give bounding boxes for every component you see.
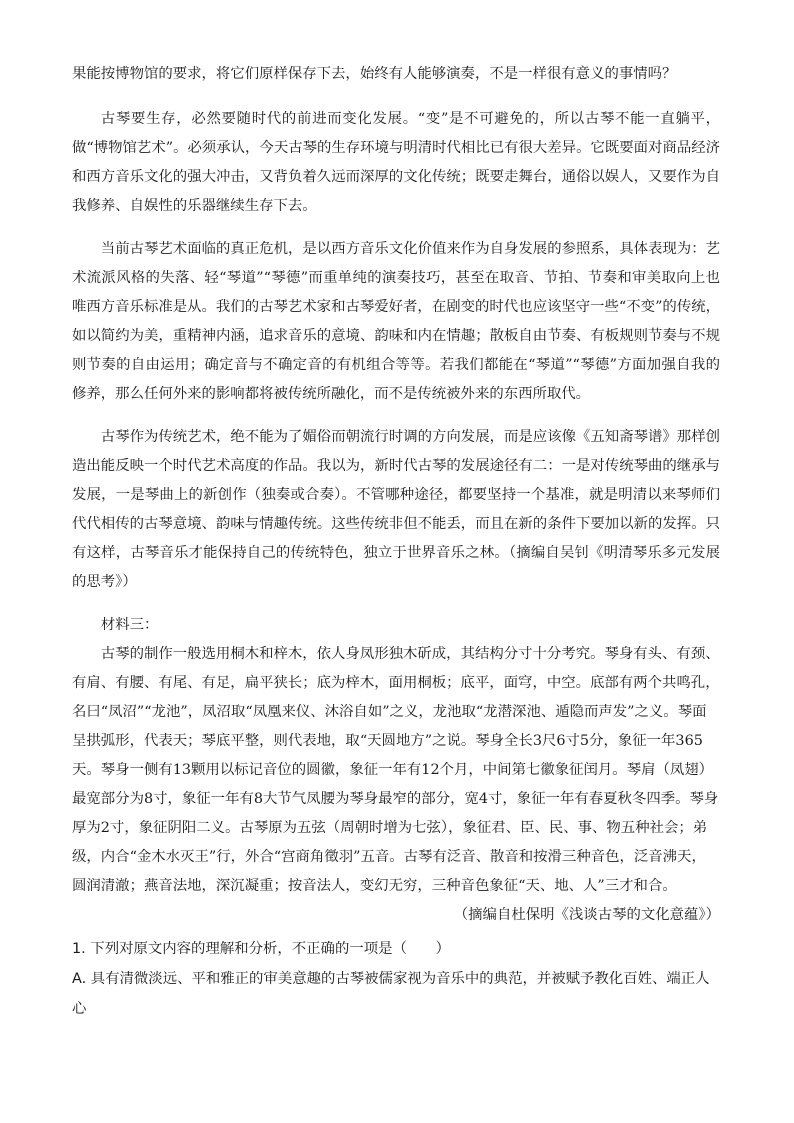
paragraph-change: 古琴要生存，必然要随时代的前进而变化发展。“变”是不可避免的，所以古琴不能一直躺平，做“博物馆艺术”。必须承认，今天古琴的生存环境与明清时代相比已有很大差异。它既要面对商品经济和西方音乐文化的强大冲击，又背负着久远而深厚的文化传统；既要走舞台，通俗以娱人，又要作为自我修养、自娱性的乐器继续生存下去。 xyxy=(72,111,720,214)
material-text: 古琴的制作一般选用桐木和梓木，依人身凤形独木斫成，其结构分寸十分考究。琴身有头、有颈、有肩、有腰、有尾、有足，扁平狭长；底为梓木，面用桐板；底平，面穹，中空。底部有两个共鸣孔，名曰“凤沼”“龙池”，凤沼取“凤凰来仪、沐浴自如”之义，龙池取“龙潜深池、遁隐而声发”之义。琴面呈拱弧形，代表天；琴底平整，则代表地，取“天圆地方”之说。琴身全长3尺6寸5分，象征一年365天。琴身一侧有13颗用以标记音位的圆徽，象征一年有12个月，中间第七徽象征闰月。琴肩（凤翅）最宽部分为8寸，象征一年有8大节气凤腰为琴身最窄的部分，宽4寸，象征一年有春夏秋冬四季。琴身厚为2寸，象征阴阳二义。古琴原为五弦（周朝时增为七弦），象征君、臣、民、事、物五种社会；弟级，内合“金木水灭王”行，外合“宫商角徵羽”五音。古琴有泛音、散音和按滑三种音色，泛音沸天，圆润清澈；燕音法地，深沉凝重；按音法人，变幻无穷，三种音色象征“天、地、人”三才和合。 xyxy=(72,646,720,894)
question-stem: 1. 下列对原文内容的理解和分析，不正确的一项是（ ） xyxy=(72,941,451,957)
option-a: A. 具有清微淡远、平和雅正的审美意趣的古琴被儒家视为音乐中的典范，并被赋予教化百姓、端正人心 xyxy=(72,971,710,1017)
document-page xyxy=(72,60,720,1024)
material-source: （摘编自杜保明《浅谈古琴的文化意蕴》） xyxy=(453,907,720,923)
paragraph-development: 古琴作为传统艺术，绝不能为了媚俗而朝流行时调的方向发展，而是应该像《五知斋琴谱》那样创造出能反映一个时代艺术高度的作品。我以为，新时代古琴的发展途径有二：一是对传统琴曲的继承与发展，一是琴曲上的新创作（独奏或合奏）。不管哪种途径，都要坚持一个基准，就是明清以来琴师们代代相传的古琴意境、韵味与情趣传统。这些传统非但不能丢，而且在新的条件下要加以新的发挥。只有这样，古琴音乐才能保持自己的传统特色，独立于世界音乐之林。（摘编自吴钊《明清琴乐多元发展的思考》） xyxy=(72,429,720,590)
paragraph-continuation: 果能按博物馆的要求，将它们原样保存下去，始终有人能够演奏，不是一样很有意义的事情吗？ xyxy=(72,66,677,82)
paragraph-crisis: 当前古琴艺术面临的真正危机，是以西方音乐文化价值来作为自身发展的参照系，具体表现为：艺术流派风格的失落、轻“琴道”“琴德”而重单纯的演奏技巧，甚至在取音、节拍、节奏和审美取向上也唯西方音乐标准是从。我们的古琴艺术家和古琴爱好者，在剧变的时代也应该坚守一些“不变”的传统，如以简约为美，重精神内涵，追求音乐的意境、韵味和内在情趣；散板自由节奏、有板规则节奏与不规则节奏的自由运用；确定音与不确定音的有机组合等等。若我们都能在“琴道”“琴德”方面加强自我的修养，那么任何外来的影响都将被传统所融化，而不是传统被外来的东西所取代。 xyxy=(72,241,720,402)
material-label: 材料三： xyxy=(100,617,159,633)
